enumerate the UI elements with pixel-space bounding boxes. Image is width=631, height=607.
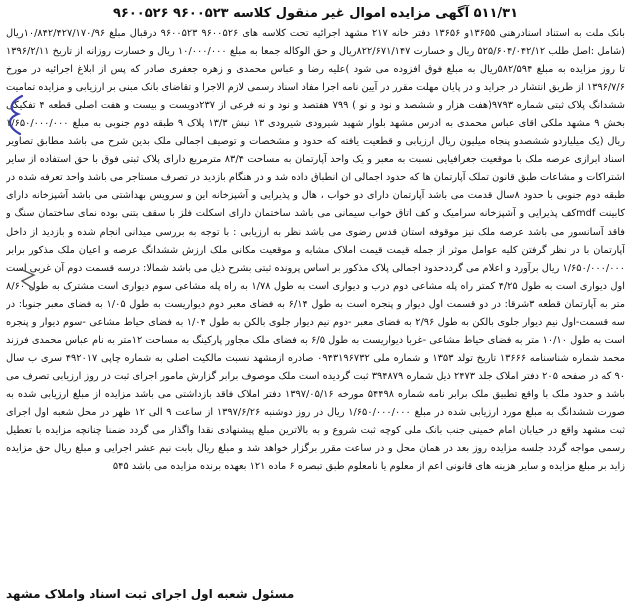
handwritten-mark-icon: [2, 92, 26, 138]
notice-title: ۵۱۱/۳۱ آگهی مزایده اموال غیر منقول کلاسه ۹۶۰۰۵۲۳ ۹۶۰۰۵۲۶: [112, 6, 519, 21]
ink-mark-icon: [16, 265, 38, 293]
notice-body: [6, 25, 625, 585]
signature-block: [6, 585, 625, 603]
notice-paragraph: بانک ملت به استناد اسنادرهنی ۱۳۶۵۵و ۱۳۶۵۶ دفتر خانه ۲۱۷ مشهد اجرائیه تحت کلاسه های ۹۶۰۰۵۲۶ ۹۶۰۰۵۲۳ درقبال مبلغ ۱۰/۸۴۲/۴۲۷/۱۷۰/۹۶ریال (شامل :اصل طلب ۵۲۵/۶۰۴/۰۴۲/۱۲ ریال و خسارت ۸۲۲/۶۷۱/۱۴۷ریال و حق الوکاله جمعا به مبلغ ۱۰/۰۰۰/۰۰۰ ریال و خسارت روزانه از تاریخ ۱۳۹۶/۲/۱۱ تا روز مزایده به مبلغ ۵۸۲/۵۹۴ریال به مبلغ فوق افزوده می شود )علیه رضا و عباس محمدی و زهره جعفری صادر که پس از ابلاغ اجرائیه در مورخ ۱۳۹۶/۷/۶ از طریق انتشار در جراید و در پایان مهلت مقرر در آیین نامه اجرا مفاد اسناد رسمی لازم الاجرا و تقاضای بانک مبنی بر ارزیابی و مزایده تمامیت ششدانگ پلاک ثبتی شماره ۹۷۹۳(هفت هزار و ششصد و نود و نو ) ۷۹۹ هفتصد و نود و نه فرعی از ۲۳۷دویست و بیست و هفت اصلی قطعه ۴ تفکیکی بخش ۹ مشهد ملکی اقای عباس محمدی به ادرس مشهد بلوار شهید شیرودی شیرودی ۱۳ نبش ۱۳/۳ پلاک ۹ طبقه دوم جنوبی به مبلغ ۱/۶۵۰/۰۰۰/۰۰۰ ریال (یک میلیاردو ششصدو پنجاه میلیون ریال ارزیابی و قطعیت یافته که حدود و مشخصات و توصیف اجمالی ملک بدین شرح می باشد مطابق تصاویر اسناد ابرازی عرصه ملک با موقعیت جغرافیایی نسبت به معبر و یک واحد آپارتمان به مساحت ۸۳/۴ مترمربع دارای پلاک ثبتی فوق با حق استفاده از سایر اشتراکات و مشاعات طبق قانون تملک آپارتمان ها که حدود اجمالی ان انطباق داده شد و در هنگام بازدید در تصرف مستاجر می باشد واحد تعرفه شده در طبقه دوم جنوبی با حدود ۸سال قدمت می باشد آپارتمان دارای دو خواب ، هال و پذیرایی و آشپزخانه این و سرویس بهداشتی می باشد آشپزخانه دارای کابینت mdfکف پذیرایی و آشپزخانه سرامیک و کف اتاق خواب سیمانی می باشد ساختمان دارای اسکلت فلز با سقف بتنی بوده نمای ساختمان سنگ و فاقد آسانسور می باشد عرصه ملک نیز موقوفه استان قدس رضوی می باشد نظر به ارزیابی : با توجه به بررسی میدانی انجام شده و بازدید از داخل آپارتمان با در نظر گرفتن کلیه عوامل موثر از جمله قیمت قیمت املاک مشابه و موقعیت مکانی ملک ارزش ششدانگ عرصه و اعیان ملک مذکور برابر ۱/۶۵۰/۰۰۰/۰۰۰ ریال برآورد و اعلام می گرددحدود اجمالی پلاک مذکور بر اساس پرونده ثبتی بشرح ذیل می باشد شمالا: درسه قسمت دوم آن غربی است اول دیواری است به طول ۴/۲۵ کمتر راه پله مشاعی دوم درب و دیواری است به طول ۱/۷۸ به راه پله مشاعی سوم دیواری است مشترک به طول ۸/۶۰ متر به آپارتمان قطعه ۳شرقا: در دو قسمت اول دیوار و پنجره است به طول ۶/۱۴ به فضای معبر دوم دیواریست به طول ۱/۰۵ به فضای معبر جنوبا: در سه قسمت-اول نیم دیوار جلوی بالکن به طول ۲/۹۶ به فضای معبر -دوم نیم دیوار جلوی بالکن به طول ۱/۰۴ به فضای حیاط مشاعی -سوم دیوار و پنجره است به طول ۱۰/۱۰ متر به فضای حیاط مشاعی -غربا دیواریست به طول ۶/۵ به فضای ملک مجاور پارکینگ به مساحت ۱۲متر به نام عباس محمدی فرزند محمد شماره شناسنامه ۱۳۶۶۶ تاریخ تولد ۱۳۵۳ و شماره ملی ۰۹۴۳۱۹۶۷۳۲ صادره ازمشهد نسبت مالکیت اصلی به شماره چاپی ۴۹۲۰۱۷ سری ب سال ۹۰ که در صفحه ۲۰۵ دفتر املاک جلد ۲۴۷۳ ذیل شماره ۳۹۴۸۷۹ ثبت گردیده است ملک موصوف برابر گزارش مامور اجرای ثبت در روز ارزیابی تصرف می باشد و حدود ملک با واقع تطبیق ملک برابر نامه شماره ۵۴۴۹۸ مورخه ۱۳۹۷/۰۵/۱۶ دفتر املاک فاقد بازداشتی می باشد مزایده از مبلغ ارزیابی شده به صورت ششدانگ به مبلغ مورد ارزیابی شده در مبلغ ۱/۶۵۰/۰۰۰/۰۰۰ ریال در روز دوشنبه ۱۳۹۷/۶/۲۶ از ساعت ۹ الی ۱۲ ظهر در محل شعبه اول اجرای ثبت مشهد واقع در خیابان امام خمینی جنب بانک ملی کوچه ثبت شروع و به بالاترین مبلغ پیشنهادی نقدا واگذار می گردد ضمنا چنانچه مزایده با تعطیل رسمی مواجه گردد جلسه مزایده روز بعد در همان محل و در ساعت مقرر برگزار خواهد شد و مبلغ ریال بابت نیم عشر اجرایی و مبلغ ریال حق مزایده زاید بر مبلغ مزایده و سایر هزینه های قانونی اعم از معلوم یا نامعلوم طبق تبصره ۶ ماده ۱۲۱ بعهده برنده مزایده می باشد ۵۴۵: [6, 28, 625, 473]
signature-line: مسئول شعبه اول اجرای ثبت اسناد واملاک مشهد: [6, 587, 295, 601]
